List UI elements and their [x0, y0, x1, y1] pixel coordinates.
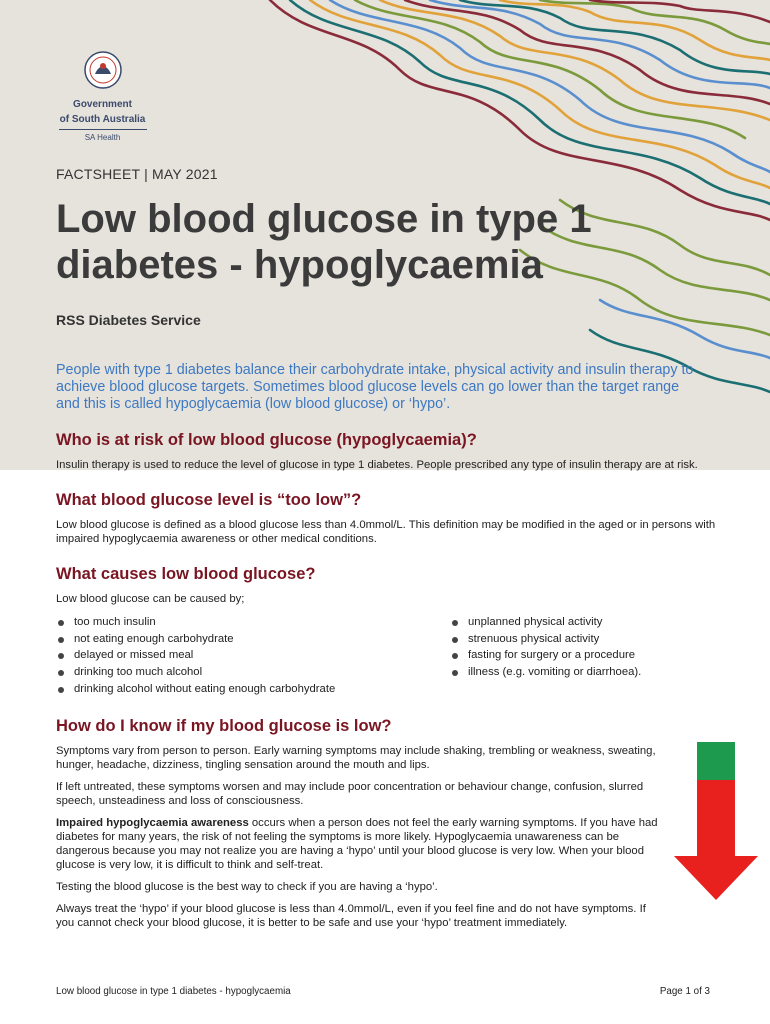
list-item: illness (e.g. vomiting or diarrhoea). [468, 664, 641, 681]
section-body: Insulin therapy is used to reduce the level of glucose in type 1 diabetes. People prescribed any type of insulin therapy are at risk. [56, 459, 698, 471]
list-item: strenuous physical activity [468, 631, 641, 648]
section-heading: What causes low blood glucose? [56, 565, 316, 583]
bold-term: Impaired hypoglycaemia awareness [56, 816, 249, 829]
section-causes [56, 564, 716, 698]
service-name: RSS Diabetes Service [56, 312, 201, 328]
causes-list-right [450, 614, 641, 698]
section-body [56, 816, 666, 872]
page-title [56, 196, 696, 288]
logo-department: SA Health [84, 133, 121, 142]
glucose-down-arrow-icon [672, 742, 760, 902]
logo-divider [59, 129, 147, 130]
footer-document-title: Low blood glucose in type 1 diabetes - hypoglycaemia [56, 986, 291, 997]
list-item: unplanned physical activity [468, 614, 641, 631]
section-heading: How do I know if my blood glucose is low? [56, 716, 392, 735]
government-logo [55, 50, 150, 142]
list-item: fasting for surgery or a procedure [468, 647, 641, 664]
list-item: drinking too much alcohol [74, 664, 450, 681]
arrow-green-block [697, 742, 735, 780]
page-title-line2: diabetes - hypoglycaemia [56, 243, 543, 287]
arrow-red-body [674, 780, 758, 900]
factsheet-date: FACTSHEET | MAY 2021 [56, 166, 218, 182]
section-heading: Who is at risk of low blood glucose (hypoglycaemia)? [56, 431, 477, 449]
section-know [56, 716, 716, 930]
main-content [56, 430, 716, 948]
section-body: Always treat the ‘hypo’ if your blood glucose is less than 4.0mmol/L, even if you feel fine and do not have symptoms. If you cannot check your blood glucose, it is better to be safe and use your ‘hypo’ treatment immediately. [56, 902, 646, 929]
intro-paragraph: People with type 1 diabetes balance their carbohydrate intake, physical activity and insulin therapy to achieve blood glucose targets. Sometimes blood glucose levels can go lower than the target range and this is called hypoglycaemia (low blood glucose) or ‘hypo’. [56, 362, 694, 412]
section-body: Low blood glucose can be caused by; [56, 593, 245, 605]
logo-text-line2: of South Australia [59, 114, 146, 125]
list-item: delayed or missed meal [74, 647, 450, 664]
section-risk [56, 430, 716, 472]
section-heading: What blood glucose level is “too low”? [56, 491, 362, 509]
list-item: not eating enough carbohydrate [74, 631, 450, 648]
list-item: too much insulin [74, 614, 450, 631]
logo-text-line1: Government [73, 99, 132, 110]
section-too-low [56, 490, 716, 546]
section-body: Low blood glucose is defined as a blood glucose less than 4.0mmol/L. This definition may be modified in the aged or in persons with impaired hypoglycaemia awareness or other medical conditions. [56, 519, 716, 545]
sa-crest-icon [83, 50, 123, 90]
list-item: drinking alcohol without eating enough carbohydrate [74, 681, 450, 698]
section-body: If left untreated, these symptoms worsen and may include poor concentration or behaviour change, confusion, slurred speech, unsteadiness and loss of consciousness. [56, 780, 644, 807]
section-body: Testing the blood glucose is the best way to check if you are having a ‘hypo’. [56, 880, 438, 893]
body-text: occurs when a person does not feel the early warning symptoms. If you have had diabetes for many years, the risk of not feeling the symptoms is more likely. Hypoglycaemia unawareness can be dangerous because you may not realize you are having a ‘hypo’ until your blood glucose is very low. When your blood glucose is very low, it is difficult to think and self-treat. [56, 816, 658, 871]
page-title-line1: Low blood glucose in type 1 [56, 197, 592, 241]
section-body: Symptoms vary from person to person. Early warning symptoms may include shaking, trembling or weakness, sweating, hunger, headache, dizziness, tingling sensation around the mouth and lips. [56, 744, 656, 771]
causes-list-left [56, 614, 450, 698]
causes-lists [56, 614, 716, 698]
footer-page-number: Page 1 of 3 [659, 986, 710, 997]
